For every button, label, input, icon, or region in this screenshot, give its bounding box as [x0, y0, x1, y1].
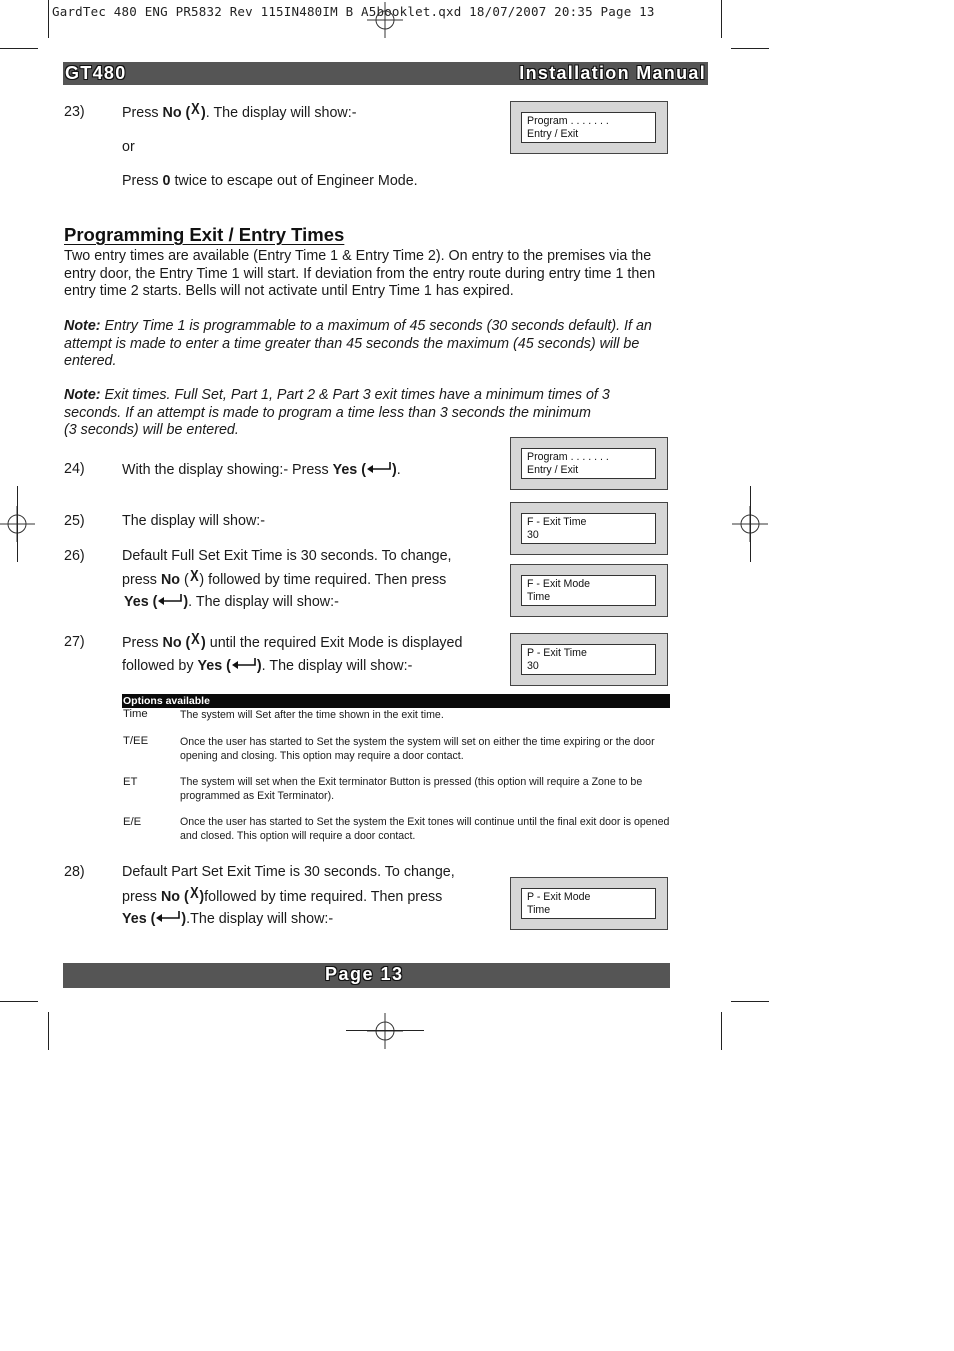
step-26-line2: press No (X) followed by time required. Then press — [122, 568, 447, 588]
step-28-line2: press No (X)followed by time required. Then press — [122, 885, 443, 905]
step-23-text: Press No (X). The display will show:- — [122, 101, 357, 121]
step-number: 26) — [64, 548, 85, 564]
option-description: The system will set when the Exit terminator Button is pressed (this option will require a Zone to be programmed as Exit Terminator). — [180, 776, 643, 802]
crop-mark — [0, 1001, 38, 1002]
crop-mark — [346, 1030, 424, 1031]
lcd-display: Program . . . . . . . Entry / Exit — [510, 437, 668, 490]
step-25-text: The display will show:- — [122, 513, 266, 529]
page-number: Page 13 — [325, 964, 404, 984]
option-description: The system will Set after the time shown in the exit time. — [180, 709, 444, 721]
option-description: Once the user has started to Set the system the system will set on either the time expiring or the door opening and closing. This option may require a door contact. — [180, 736, 655, 762]
step-27-line2: followed by Yes ( ). The display will show:- — [122, 658, 413, 674]
step-23-or: or — [122, 139, 135, 155]
option-code: Time — [123, 708, 148, 720]
note-entry-time: Note: Entry Time 1 is programmable to a maximum of 45 seconds (30 seconds default). If an attempt is made to enter a time greater than 45 seconds the maximum (45 seconds) will be entered. — [64, 318, 652, 369]
crop-mark — [721, 1012, 722, 1050]
crop-mark — [0, 48, 38, 49]
lcd-display: P - Exit Time 30 — [510, 633, 668, 686]
manual-title: Installation Manual — [519, 63, 706, 83]
lcd-display: F - Exit Time 30 — [510, 502, 668, 555]
option-description: Once the user has started to Set the system the Exit tones will continue until the final exit door is opened and closed. This option will require a door contact. — [180, 816, 670, 842]
step-number: 23) — [64, 104, 85, 120]
page-header — [63, 62, 708, 85]
section-title: Programming Exit / Entry Times — [64, 224, 345, 245]
note-exit-time: Note: Exit times. Full Set, Part 1, Part 2 & Part 3 exit times have a minimum times of 3 seconds. If an attempt is made to program a time less than 3 seconds the minimum (3 seconds) will be entered. — [64, 387, 610, 438]
step-number: 27) — [64, 634, 85, 650]
enter-arrow-icon — [366, 461, 392, 475]
x-key-icon: X — [191, 101, 200, 118]
step-number: 28) — [64, 864, 85, 880]
enter-arrow-icon — [231, 657, 257, 671]
options-heading: Options available — [122, 694, 670, 708]
lcd-display: Program . . . . . . . Entry / Exit — [510, 101, 668, 154]
x-key-icon: X — [191, 631, 200, 648]
x-key-icon: X — [189, 568, 199, 585]
registration-mark-icon — [367, 2, 403, 38]
x-key-icon: X — [189, 885, 199, 902]
page-footer — [63, 963, 670, 988]
crop-mark — [48, 0, 49, 38]
step-27-line1: Press No (X) until the required Exit Mode is displayed — [122, 631, 463, 651]
step-28-line3: Yes ( ).The display will show:- — [122, 911, 334, 927]
product-name: GT480 — [65, 63, 127, 83]
step-28-line1: Default Part Set Exit Time is 30 seconds. To change, — [122, 864, 455, 880]
crop-mark — [721, 0, 722, 38]
lcd-display: P - Exit Mode Time — [510, 877, 668, 930]
step-number: 25) — [64, 513, 85, 529]
step-23-escape: Press 0 twice to escape out of Engineer Mode. — [122, 173, 418, 189]
crop-mark — [731, 1001, 769, 1002]
option-code: T/EE — [123, 735, 149, 747]
option-code: E/E — [123, 816, 142, 828]
file-slug: GardTec 480 ENG PR5832 Rev 115IN480IM B A5booklet.qxd 18/07/2007 20:35 Page 13 — [52, 4, 655, 19]
enter-arrow-icon — [157, 593, 183, 607]
lcd-display: F - Exit Mode Time — [510, 564, 668, 617]
step-26-line3: Yes ( ). The display will show:- — [124, 594, 339, 610]
crop-mark — [750, 486, 751, 562]
crop-mark — [731, 48, 769, 49]
step-number: 24) — [64, 461, 85, 477]
step-26-line1: Default Full Set Exit Time is 30 seconds. To change, — [122, 548, 452, 564]
option-code: ET — [123, 776, 138, 788]
enter-arrow-icon — [155, 910, 181, 924]
crop-mark — [17, 486, 18, 562]
step-24-text: With the display showing:- Press Yes ( ). — [122, 462, 401, 478]
registration-mark-icon — [367, 1013, 403, 1049]
crop-mark — [48, 1012, 49, 1050]
section-intro: Two entry times are available (Entry Time 1 & Entry Time 2). On entry to the premises via the entry door, the Entry Time 1 will start. If deviation from the entry route during entry time 1 then entry time 2 starts. Bells will not activate until Entry Time 1 has expired. — [64, 248, 656, 299]
